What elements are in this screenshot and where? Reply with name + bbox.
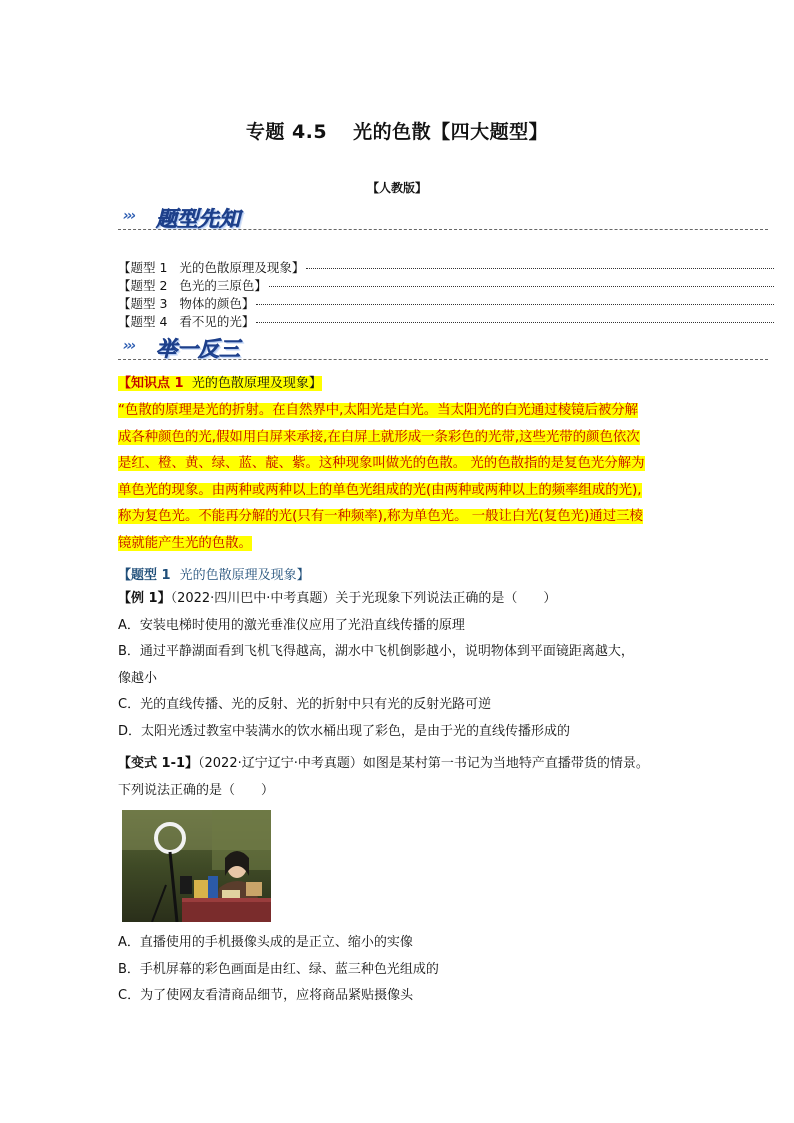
option-b: B．手机屏幕的彩色画面是由红、绿、蓝三种色光组成的 — [118, 961, 439, 977]
example-1 — [118, 586, 678, 745]
toc-title: 物体的颜色】 — [179, 296, 255, 311]
toc-leader — [269, 286, 774, 287]
title-prefix: 专题 4.5 — [245, 121, 328, 143]
arrows-icon: ››› — [123, 338, 135, 354]
dashed-divider — [118, 229, 768, 230]
toc-tag: 【题型 3 — [118, 296, 168, 311]
livestream-photo-drawing — [122, 810, 271, 922]
toc-leader — [256, 322, 774, 323]
edition-label: 【人教版】 — [366, 181, 427, 195]
toc-leader — [256, 304, 774, 305]
kp-line: 是红、橙、黄、绿、蓝、靛、紫。这种现象叫做光的色散。 光的色散指的是复色光分解为 — [118, 456, 645, 471]
toc-title: 光的色散原理及现象】 — [179, 260, 305, 275]
dashed-divider — [118, 359, 768, 360]
question-stem — [118, 751, 678, 778]
toc-tag: 【题型 1 — [118, 260, 168, 275]
kp-line: 成各种颜色的光,假如用白屏来承接,在白屏上就形成一条彩色的光带,这些光带的颜色依次 — [118, 429, 640, 445]
kp-tag: 【知识点 1 — [118, 376, 184, 391]
section-overview-header — [118, 202, 768, 232]
toc-item[interactable] — [118, 295, 774, 313]
toc-tag: 【题型 2 — [118, 278, 168, 293]
toc-tag: 【题型 4 — [118, 314, 168, 329]
toc-leader — [306, 268, 774, 269]
example-source: （2022·四川巴中·中考真题）关于光现象下列说法正确的是（ ） — [170, 591, 557, 606]
toc-item[interactable] — [118, 259, 774, 277]
arrows-icon: ››› — [123, 208, 135, 224]
table-of-contents — [118, 259, 774, 331]
option-a: A．安装电梯时使用的激光垂准仪应用了光沿直线传播的原理 — [118, 617, 465, 633]
kp-line: “色散的原理是光的折射。在自然界中,太阳光是白光。当太阳光的白光通过棱镜后被分解 — [118, 403, 639, 418]
section-practice-header — [118, 332, 768, 362]
toc-title: 看不见的光】 — [179, 314, 255, 329]
kp-title: 光的色散原理及现象】 — [191, 376, 322, 391]
type-title: 光的色散原理及现象】 — [179, 568, 310, 583]
option-a: A．直播使用的手机摄像头成的是正立、缩小的实像 — [118, 935, 413, 950]
option-b-cont: 像越小 — [118, 670, 158, 686]
kp-line: 镜就能产生光的色散。 — [118, 535, 252, 551]
option-d: D．太阳光透过教室中装满水的饮水桶出现了彩色，是由于光的直线传播形成的 — [118, 723, 571, 739]
type-tag: 【题型 1 — [118, 568, 171, 583]
kp-line: 称为复色光。不能再分解的光(只有一种频率),称为单色光。 一般让白光(复色光)通过三棱 — [118, 509, 643, 524]
option-b: B．通过平静湖面看到飞机飞得越高，湖水中飞机倒影越小，说明物体到平面镜距离越大， — [118, 644, 634, 659]
type-1-heading — [118, 564, 310, 583]
section-practice-label: 举一反三 — [156, 337, 240, 361]
variant-source: （2022·辽宁辽宁·中考真题）如图是某村第一书记为当地特产直播带货的情景。 — [198, 756, 649, 771]
variant-label: 【变式 1-1】 — [118, 756, 199, 771]
knowledge-point-heading — [118, 372, 322, 391]
page-title — [0, 117, 794, 144]
knowledge-point-text — [118, 398, 678, 557]
livestream-photo — [122, 810, 271, 922]
option-c: C．为了使网友看清商品细节，应将商品紧贴摄像头 — [118, 988, 414, 1003]
question-stem-line2: 下列说法正确的是（ ） — [118, 782, 275, 798]
variant-1-1-options — [118, 930, 678, 1010]
option-c: C．光的直线传播、光的反射、光的折射中只有光的反射光路可逆 — [118, 697, 492, 712]
title-main: 光的色散【四大题型】 — [353, 121, 549, 143]
question-stem — [118, 586, 678, 613]
kp-line: 单色光的现象。由两种或两种以上的单色光组成的光(由两种或两种以上的频率组成的光), — [118, 482, 642, 498]
example-label: 【例 1】 — [118, 591, 171, 606]
toc-item[interactable] — [118, 313, 774, 331]
section-overview-label: 题型先知 — [156, 207, 240, 231]
variant-1-1 — [118, 751, 678, 804]
toc-title: 色光的三原色】 — [179, 278, 267, 293]
toc-item[interactable] — [118, 277, 774, 295]
